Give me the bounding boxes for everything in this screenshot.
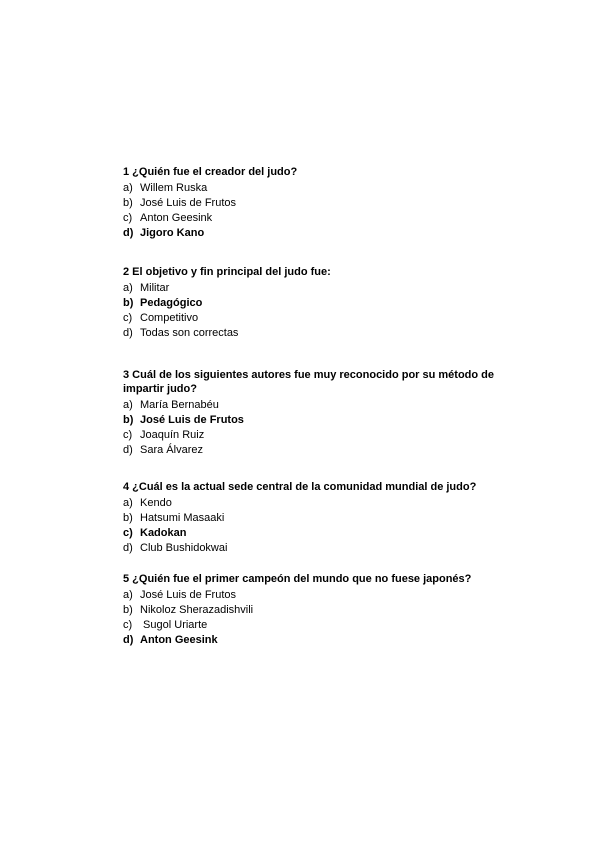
question-title: 1 ¿Quién fue el creador del judo? [123,166,298,178]
option-d: d) Sara Álvarez [123,444,203,456]
option-a: a) María Bernabéu [123,399,219,411]
option-c: c) Kadokan [123,527,187,539]
option-a: a) Militar [123,282,170,294]
option-d: d) Club Bushidokwai [123,542,228,554]
question-title: 3 Cuál de los siguientes autores fue muy reconocido por su método de impartir judo? [123,369,495,395]
option-c: c) Anton Geesink [123,212,213,224]
question-title: 4 ¿Cuál es la actual sede central de la comunidad mundial de judo? [123,481,477,493]
option-b: b) Hatsumi Masaaki [123,512,225,524]
option-b: b) José Luis de Frutos [123,197,236,209]
question-3 [123,368,508,458]
question-2 [123,265,508,341]
option-b: b) Nikoloz Sherazadishvili [123,604,254,616]
option-d: d) Todas son correctas [123,327,239,339]
question-1 [123,165,508,241]
question-4 [123,480,508,556]
question-5 [123,572,508,648]
option-c: c) Sugol Uriarte [123,619,208,631]
option-a: a) Willem Ruska [123,182,208,194]
option-d: d) Anton Geesink [123,634,218,646]
option-c: c) Competitivo [123,312,199,324]
question-title: 2 El objetivo y fin principal del judo fue: [123,266,331,278]
option-b: b) José Luis de Frutos [123,414,244,426]
option-b: b) Pedagógico [123,297,203,309]
option-d: d) Jigoro Kano [123,227,205,239]
option-a: a) Kendo [123,497,172,509]
option-c: c) Joaquín Ruiz [123,429,205,441]
question-title: 5 ¿Quién fue el primer campeón del mundo que no fuese japonés? [123,573,472,585]
option-a: a) José Luis de Frutos [123,589,236,601]
